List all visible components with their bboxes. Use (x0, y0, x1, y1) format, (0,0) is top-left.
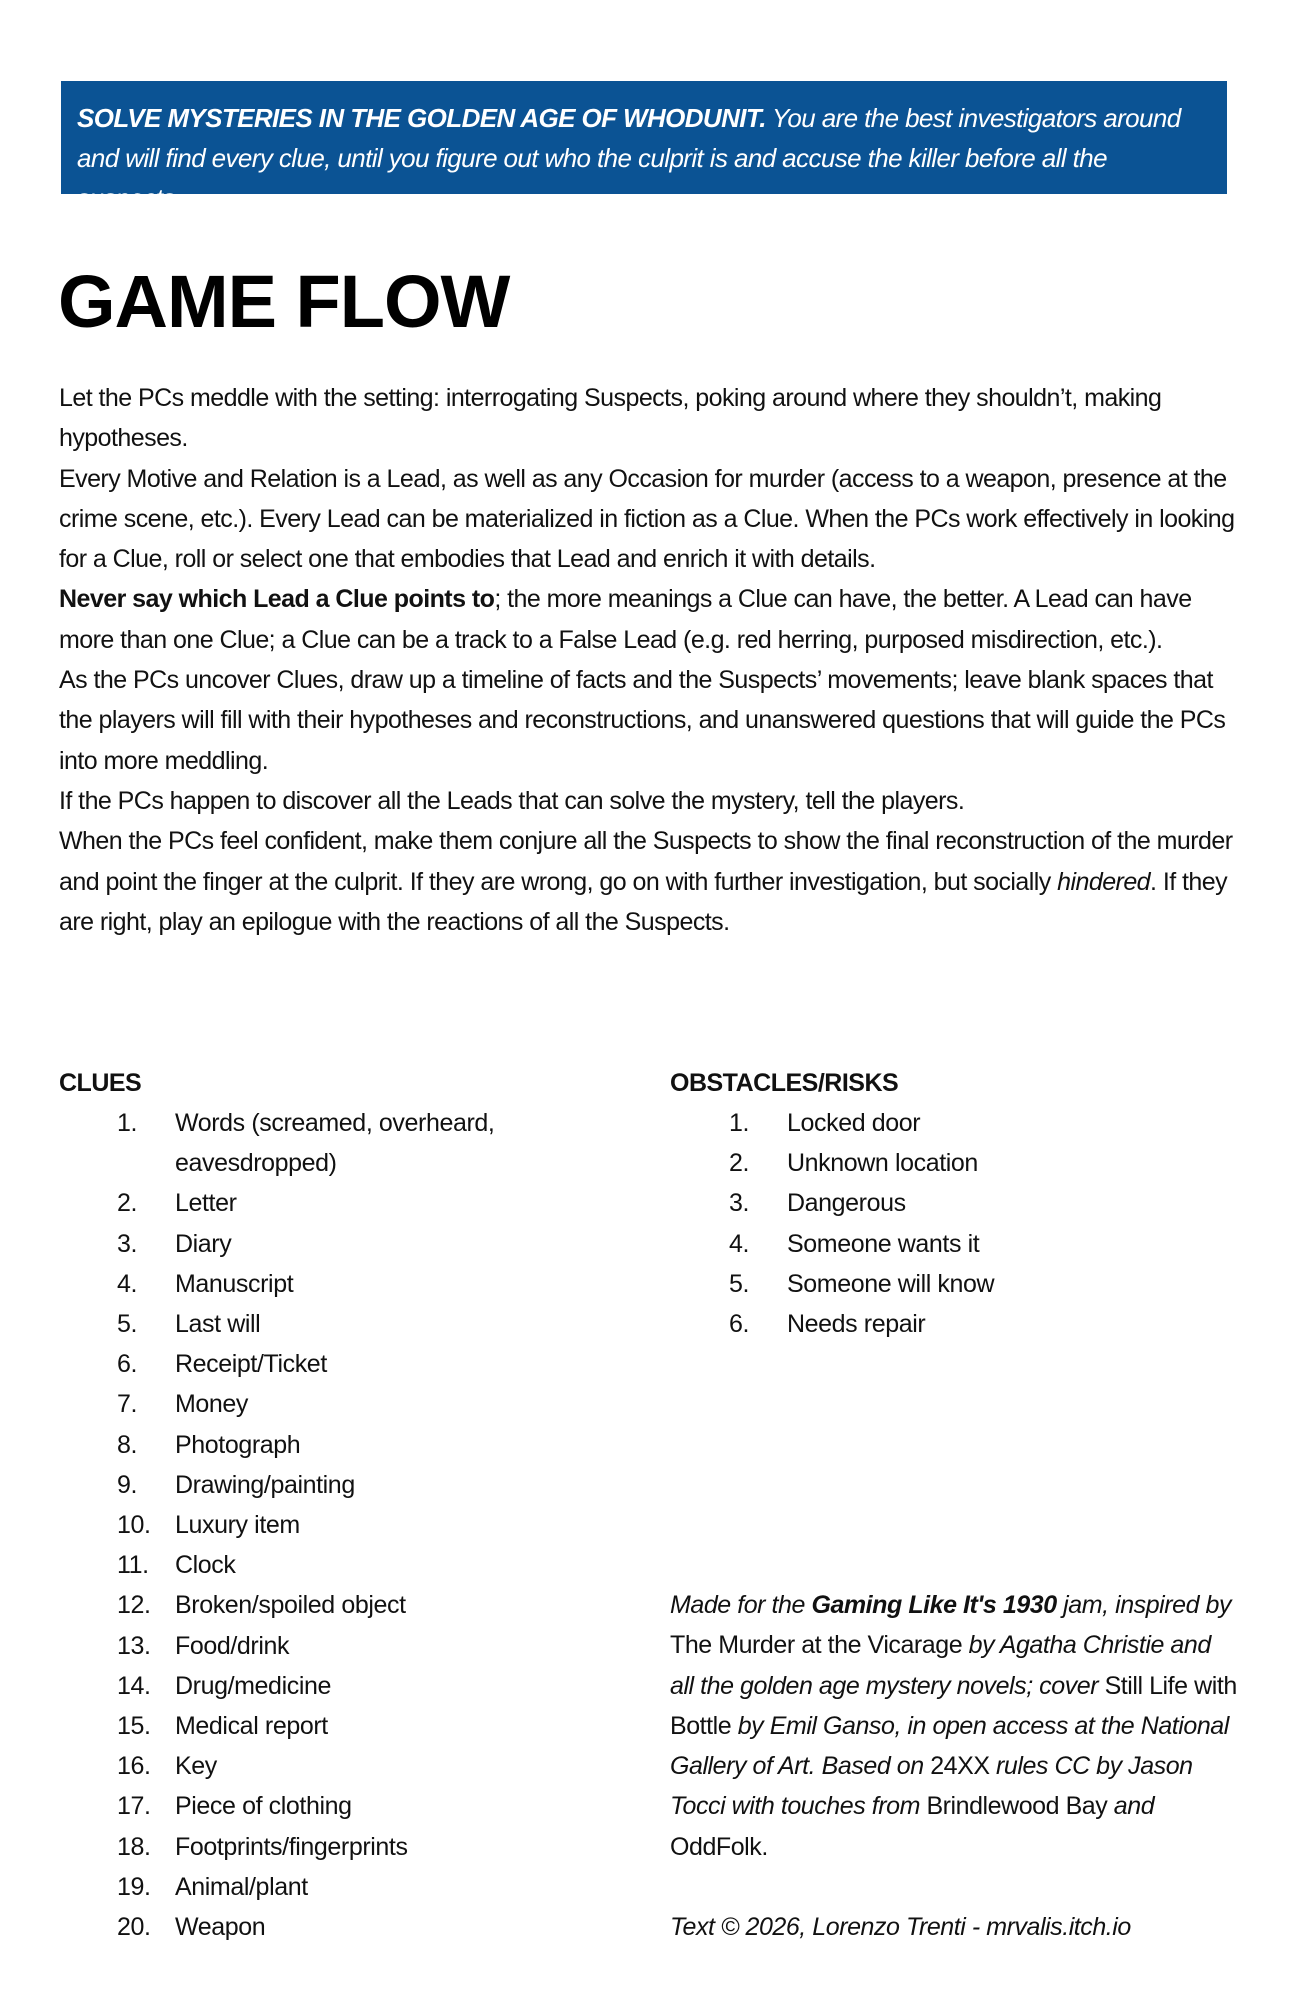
list-item: 2. Unknown location (729, 1149, 978, 1178)
book-title: The Murder at the Vicarage (670, 1631, 963, 1660)
paragraph-timeline: As the PCs uncover Clues, draw up a timeline of facts and the Suspects’ movements; leave blank spaces that the players will fill with their hypotheses and reconstructions, and unanswered questions that will guide the PCs into more meddling. (59, 666, 1226, 775)
obstacles-list (729, 1103, 1169, 1344)
game-oddfolk: OddFolk (670, 1832, 762, 1861)
paragraph-meddle: Let the PCs meddle with the setting: interrogating Suspects, poking around where they shouldn’t, making hypotheses. (59, 384, 1162, 453)
accusation-text-b: . If they are right, play an epilogue with the reactions of all the Suspects. (59, 867, 1228, 936)
list-item: 1. Locked door (729, 1109, 921, 1137)
list-item: 5. Last will (117, 1310, 261, 1339)
list-item: 8. Photograph (117, 1430, 301, 1459)
copyright-line: Text © 2026, Lorenzo Trenti - mrvalis.itch.io (670, 1913, 1131, 1941)
game-brindlewood-bay: Brindlewood Bay (926, 1792, 1108, 1821)
paragraph-leads: Every Motive and Relation is a Lead, as well as any Occasion for murder (access to a weapon, presence at the crime scene, etc.). Every Lead can be materialized in fiction as a Clue. When the PCs work effectively in looking for a Clue, roll or select one that embodies that Lead and enrich it with details. (59, 464, 1235, 574)
list-item: 6. Needs repair (729, 1310, 926, 1339)
list-item: 4. Manuscript (117, 1269, 294, 1298)
jam-name: Gaming Like It's 1930 (811, 1591, 1057, 1619)
list-item: 16. Key (117, 1752, 217, 1781)
paragraph-discover: If the PCs happen to discover all the Leads that can solve the mystery, tell the players. (59, 786, 965, 815)
list-item: 18. Footprints/fingerprints (117, 1832, 408, 1861)
game-flow-body (59, 378, 1239, 942)
list-item: 14. Drug/medicine (117, 1671, 331, 1700)
banner-text: You are the best investigators around and will find every clue, until you figure out who the culprit is and accuse the killer before all the suspects. (77, 103, 1181, 213)
list-item: 13. Food/drink (117, 1631, 290, 1660)
list-item: 6. Receipt/Ticket (117, 1350, 327, 1379)
list-item: 9. Drawing/painting (117, 1470, 355, 1499)
list-item: 19. Animal/plant (117, 1872, 308, 1901)
credits-text: Made for the Gaming Like It's 1930 jam, inspired by The Murder at the Vicarage by Agatha Christie and all the golden age mystery novels; cover Still Life with Bottle by Emil Ganso, in open access at the National Gallery of Art. Based on 24XX rules CC by Jason Tocci with touches from Brindlewood Bay and OddFolk. (670, 1591, 1237, 1861)
page-title: GAME FLOW (58, 260, 510, 343)
ruleset-name: 24XX (930, 1752, 990, 1781)
paragraph-clues-rule (59, 579, 1239, 660)
list-item: 20. Weapon (117, 1913, 266, 1942)
list-item: 12. Broken/spoiled object (117, 1591, 406, 1620)
paragraph-accusation (59, 821, 1239, 942)
list-item: 2. Letter (117, 1189, 237, 1218)
list-item: 3. Dangerous (729, 1189, 906, 1218)
clue-rule-text: ; the more meanings a Clue can have, the better. A Lead can have more than one Clue; a Clue can be a track to a False Lead (e.g. red herring, purposed misdirection, etc.). (59, 585, 1192, 654)
intro-banner (61, 81, 1227, 213)
list-item: 7. Money (117, 1390, 249, 1419)
list-item: 11. Clock (117, 1551, 236, 1580)
obstacles-heading: OBSTACLES/RISKS (670, 1069, 899, 1097)
list-item: 17. Piece of clothing (117, 1792, 352, 1821)
list-item: 4. Someone wants it (729, 1229, 980, 1258)
accusation-text-a: When the PCs feel confident, make them conjure all the Suspects to show the final reconstruction of the murder and point the finger at the culprit. If they are wrong, go on with further investigation, but socially (59, 827, 1233, 896)
list-item: 15. Medical report (117, 1712, 328, 1741)
hindered-emphasis: hindered (1057, 867, 1151, 896)
credits-block (670, 1585, 1240, 1867)
list-item: 1. Words (screamed, overheard, eavesdropped) (117, 1109, 495, 1178)
list-item: 10. Luxury item (117, 1511, 300, 1540)
list-item: 3. Diary (117, 1229, 232, 1258)
clues-heading: CLUES (59, 1069, 142, 1097)
clue-rule-emphasis: Never say which Lead a Clue points to (59, 585, 495, 614)
list-item: 5. Someone will know (729, 1269, 995, 1298)
banner-lead: SOLVE MYSTERIES IN THE GOLDEN AGE OF WHODUNIT. (77, 103, 766, 133)
clues-list (117, 1103, 557, 1947)
cover-art-title: Still Life with Bottle (670, 1671, 1237, 1740)
